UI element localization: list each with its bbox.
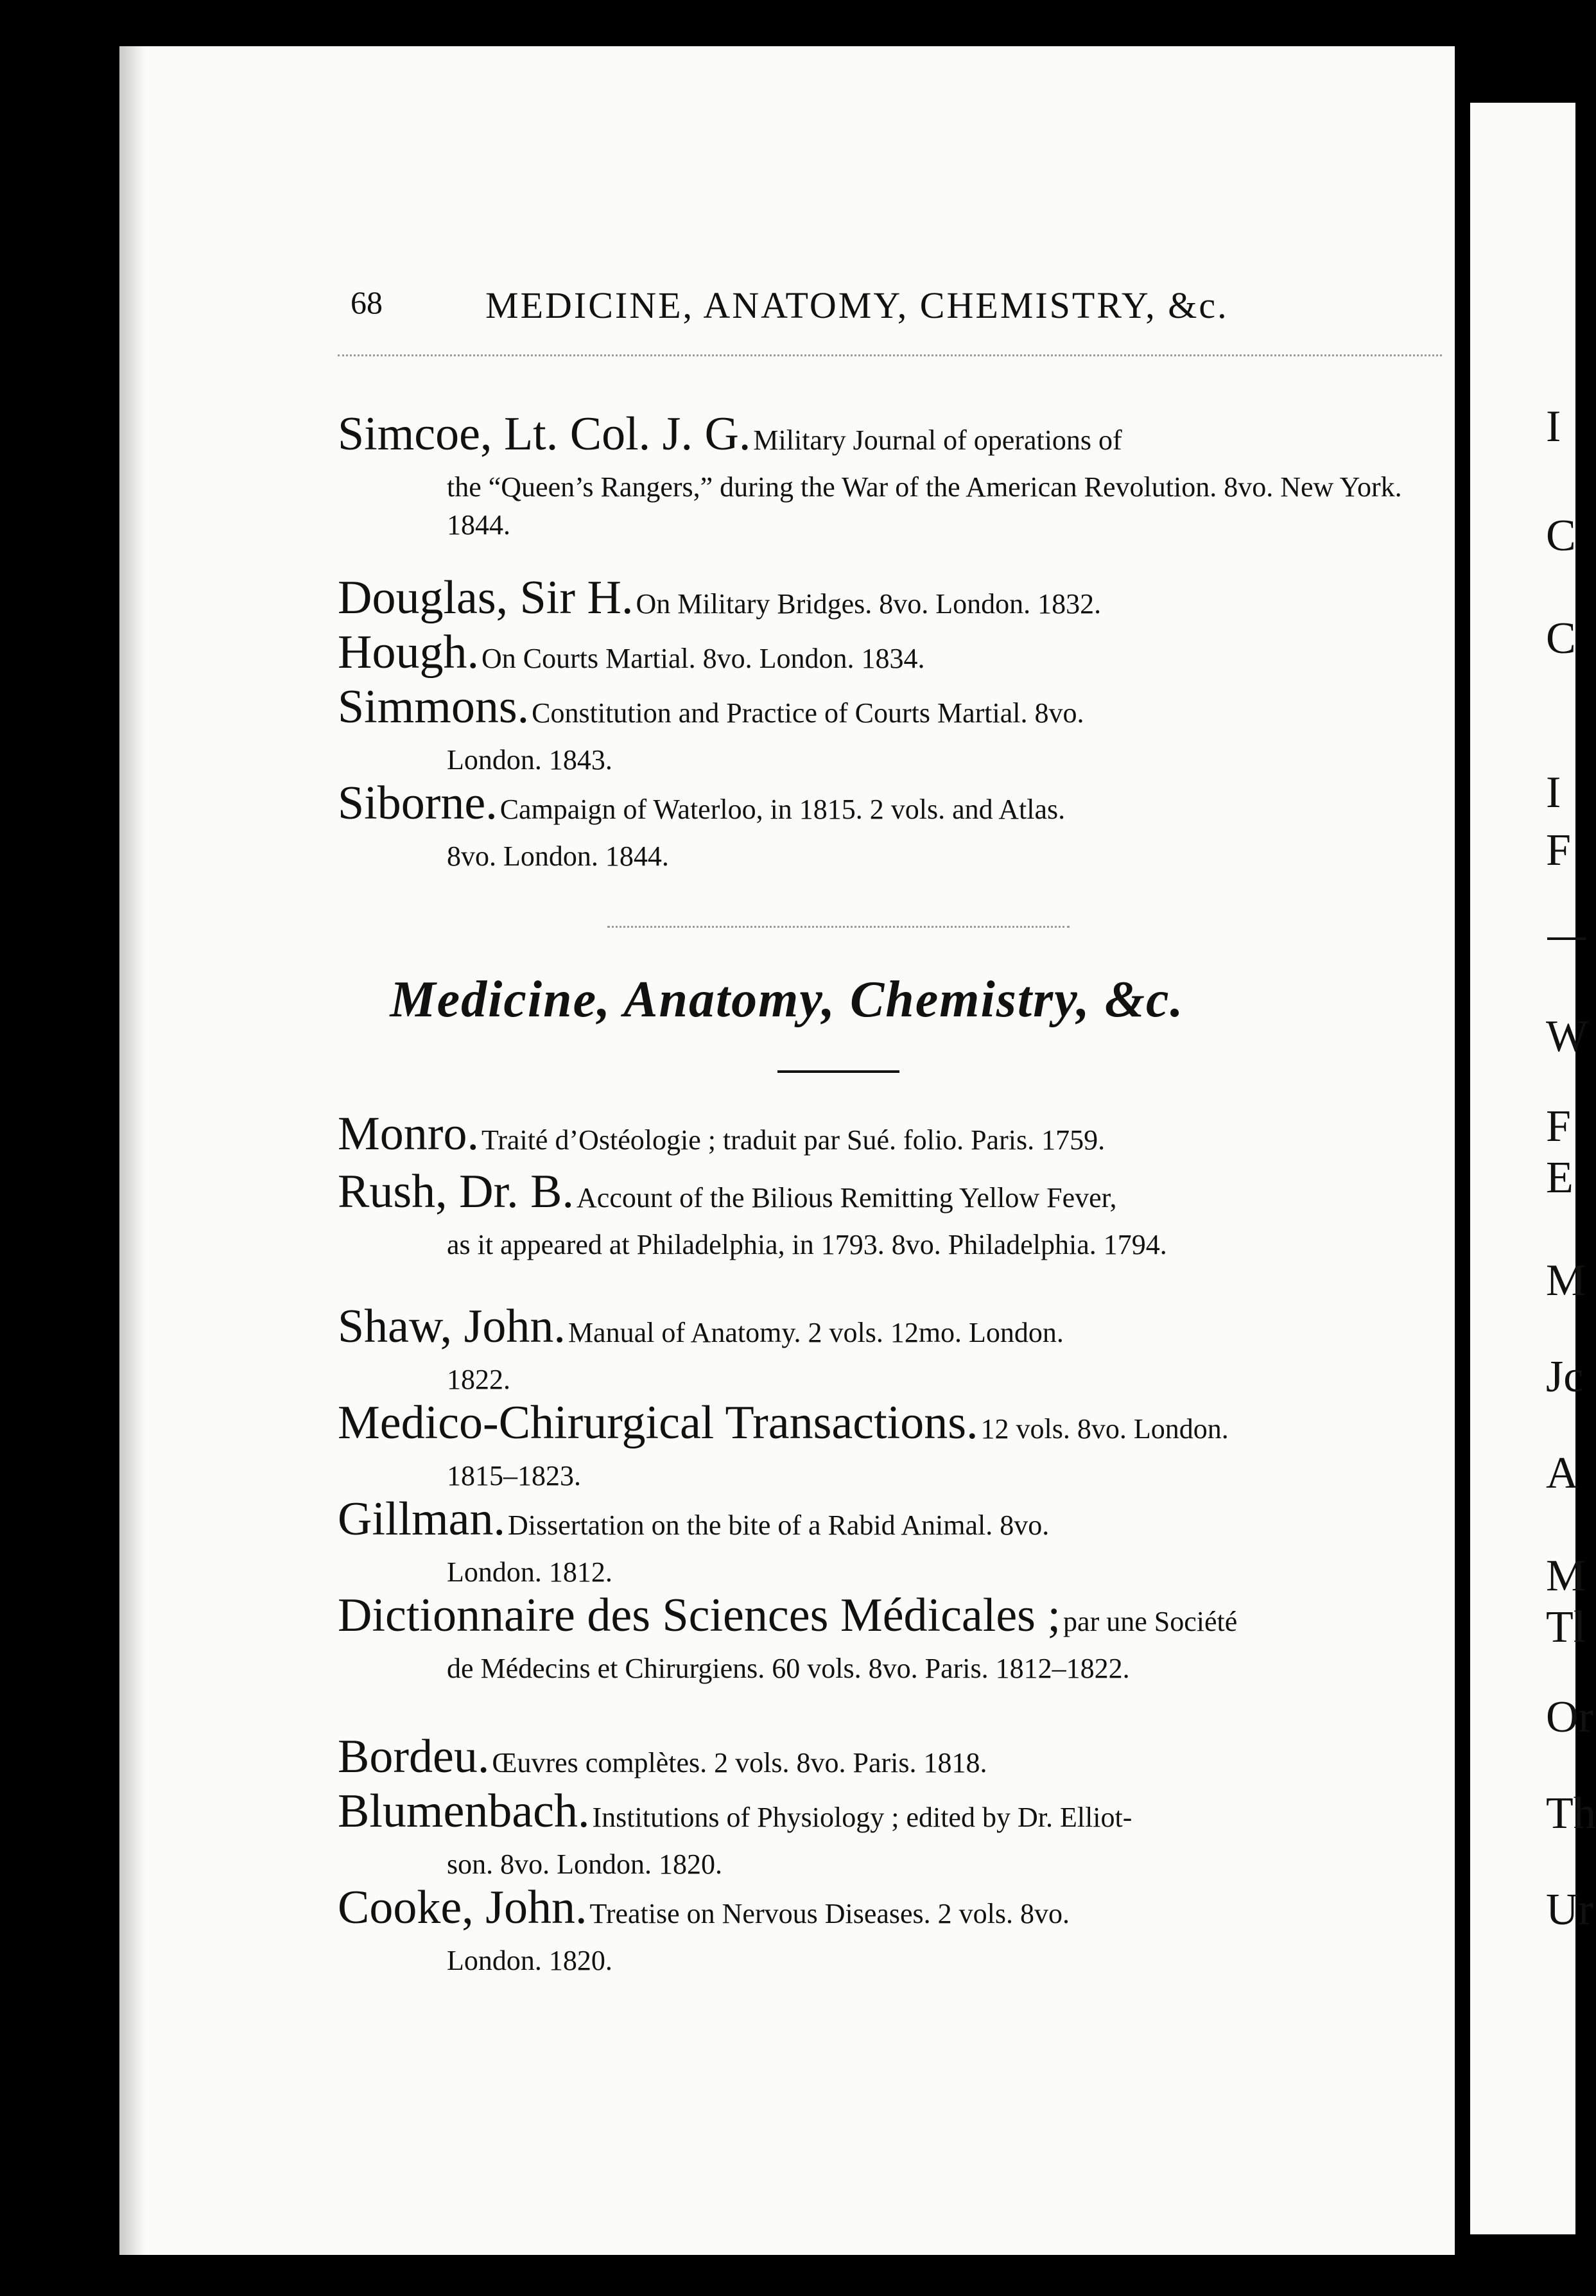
entry-hough — [338, 624, 1442, 681]
entry-title: Blumenbach. — [338, 1785, 590, 1838]
entry-continuation: the “Queen’s Rangers,” during the War of the American Revolution. 8vo. New York. 1844. — [447, 471, 1402, 541]
entry-text: 12 vols. 8vo. London. — [980, 1413, 1229, 1445]
entry-text: Treatise on Nervous Diseases. 2 vols. 8vo. — [589, 1898, 1070, 1929]
header-rule — [338, 354, 1442, 356]
entry-text: Œuvres complètes. 2 vols. 8vo. Paris. 1818. — [492, 1747, 987, 1779]
edge-letter: Th — [1546, 1789, 1596, 1838]
entry-siborne — [338, 775, 1442, 875]
entry-simcoe — [338, 406, 1442, 544]
entry-text: Institutions of Physiology ; edited by Dr. Elliot- — [592, 1802, 1132, 1833]
section-heading: Medicine, Anatomy, Chemistry, &c. — [390, 971, 1184, 1028]
entry-title: Simcoe, Lt. Col. J. G. — [338, 408, 751, 460]
edge-letter: C — [1546, 511, 1576, 561]
next-page-edge — [1470, 103, 1596, 2234]
entry-title: Bordeu. — [338, 1730, 490, 1783]
entry-title: Cooke, John. — [338, 1881, 587, 1934]
entry-continuation: 1815–1823. — [447, 1459, 581, 1492]
edge-rule — [1547, 937, 1586, 940]
entry-continuation: London. 1820. — [447, 1944, 612, 1976]
entry-bordeu — [338, 1728, 1442, 1786]
entry-monro — [338, 1106, 1442, 1163]
entry-text: par une Société — [1063, 1606, 1238, 1637]
entry-text: Account of the Bilious Remitting Yellow Fever, — [577, 1182, 1117, 1213]
edge-letter: W — [1546, 1012, 1589, 1061]
edge-letter: Jc — [1546, 1352, 1584, 1402]
entry-continuation: London. 1812. — [447, 1556, 612, 1588]
entry-text: Campaign of Waterloo, in 1815. 2 vols. and Atlas. — [499, 794, 1066, 825]
edge-letter: A — [1546, 1448, 1579, 1498]
edge-letter: M — [1546, 1551, 1586, 1601]
entry-gillman — [338, 1491, 1442, 1591]
entry-continuation: 1822. — [447, 1363, 510, 1395]
entry-simmons — [338, 679, 1442, 779]
entry-blumenbach — [338, 1783, 1442, 1883]
page-gutter-shadow — [119, 46, 145, 2255]
book-page — [119, 46, 1455, 2255]
heading-rule — [777, 1070, 899, 1073]
entry-continuation: 8vo. London. 1844. — [447, 840, 669, 872]
entry-title: Siborne. — [338, 777, 498, 830]
entry-continuation: as it appeared at Philadelphia, in 1793. 8vo. Philadelphia. 1794. — [447, 1228, 1167, 1260]
entry-dictionnaire — [338, 1587, 1442, 1687]
entry-title: Rush, Dr. B. — [338, 1165, 575, 1218]
edge-letter: C — [1546, 614, 1576, 663]
edge-letter: Ur — [1546, 1885, 1593, 1935]
entry-title: Hough. — [338, 626, 479, 679]
entry-title: Medico-Chirurgical Transactions. — [338, 1396, 978, 1449]
entry-text: On Military Bridges. 8vo. London. 1832. — [636, 588, 1102, 620]
edge-letter: I — [1546, 768, 1561, 817]
entry-douglas — [338, 570, 1442, 627]
entry-title: Monro. — [338, 1108, 479, 1160]
edge-letter: M — [1546, 1256, 1586, 1305]
edge-letter: F — [1546, 826, 1571, 875]
entry-text: Manual of Anatomy. 2 vols. 12mo. London. — [568, 1317, 1064, 1348]
edge-letter: I — [1546, 402, 1561, 451]
section-divider — [607, 926, 1070, 928]
entry-rush — [338, 1163, 1442, 1264]
running-head: MEDICINE, ANATOMY, CHEMISTRY, &c. — [485, 284, 1229, 326]
edge-letter: E — [1546, 1153, 1574, 1203]
entry-continuation: de Médecins et Chirurgiens. 60 vols. 8vo. Paris. 1812–1822. — [447, 1652, 1130, 1684]
entry-shaw — [338, 1298, 1442, 1398]
edge-letter: Or — [1546, 1692, 1593, 1742]
entry-title: Douglas, Sir H. — [338, 571, 634, 624]
entry-title: Gillman. — [338, 1493, 506, 1545]
entry-text: Traité d’Ostéologie ; traduit par Sué. folio. Paris. 1759. — [481, 1124, 1106, 1156]
entry-text: On Courts Martial. 8vo. London. 1834. — [481, 643, 925, 674]
entry-continuation: London. 1843. — [447, 744, 612, 776]
page-header — [119, 277, 1455, 342]
edge-letter: Tl — [1546, 1603, 1586, 1652]
entry-title: Dictionnaire des Sciences Médicales ; — [338, 1589, 1061, 1642]
entry-cooke — [338, 1879, 1442, 1979]
entry-continuation: son. 8vo. London. 1820. — [447, 1848, 722, 1880]
page-number: 68 — [351, 284, 383, 320]
entry-medico-chirurgical — [338, 1395, 1442, 1495]
edge-letter: F — [1546, 1102, 1571, 1151]
entry-title: Shaw, John. — [338, 1300, 566, 1353]
entry-text: Dissertation on the bite of a Rabid Animal. 8vo. — [508, 1509, 1050, 1541]
entry-text: Constitution and Practice of Courts Martial. 8vo. — [532, 697, 1084, 729]
entry-text: Military Journal of operations of — [753, 424, 1122, 456]
entry-title: Simmons. — [338, 681, 530, 733]
